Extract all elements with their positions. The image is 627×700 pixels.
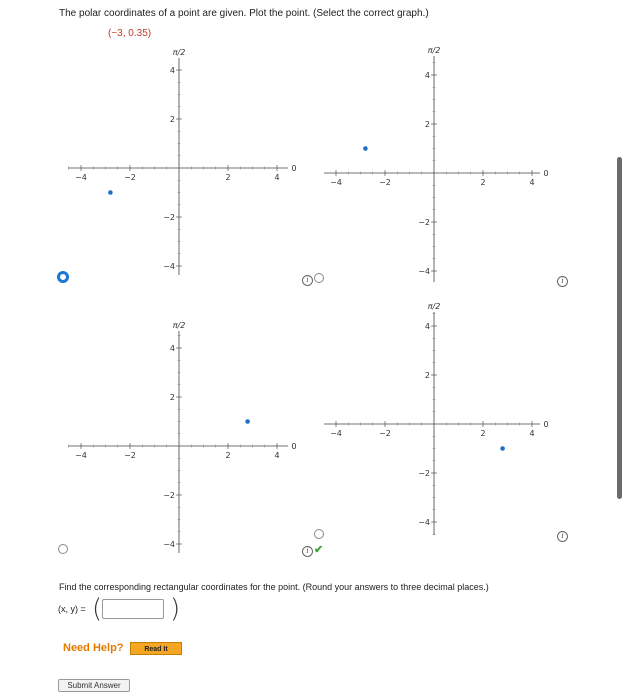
info-icon[interactable]: i xyxy=(302,546,313,557)
y-tick-label: −4 xyxy=(418,518,430,527)
answer-input[interactable] xyxy=(102,599,164,619)
zero-angle-label: 0 xyxy=(543,420,549,429)
x-tick-label: −2 xyxy=(124,173,136,182)
y-tick-label: 2 xyxy=(424,371,430,380)
radio-option-4[interactable] xyxy=(314,529,324,539)
followup-prompt: Find the corresponding rectangular coordinates for the point. (Round your answers to three decimal places.) xyxy=(59,582,489,592)
y-tick-label: 4 xyxy=(169,66,175,75)
y-tick-label: 2 xyxy=(169,115,175,124)
x-tick-label: 2 xyxy=(480,178,486,187)
x-tick-label: −4 xyxy=(330,429,342,438)
info-icon[interactable]: i xyxy=(557,276,568,287)
scrollbar-thumb[interactable] xyxy=(617,157,622,499)
zero-angle-label: 0 xyxy=(291,442,297,451)
y-tick-label: 4 xyxy=(169,344,175,353)
x-tick-label: −4 xyxy=(330,178,342,187)
pi-half-label: π/2 xyxy=(172,48,186,57)
x-tick-label: 2 xyxy=(225,173,231,182)
x-tick-label: 4 xyxy=(274,173,280,182)
pi-half-label: π/2 xyxy=(427,46,441,55)
x-tick-label: 4 xyxy=(529,429,535,438)
y-tick-label: −2 xyxy=(163,491,175,500)
submit-answer-button[interactable]: Submit Answer xyxy=(58,679,130,692)
y-tick-label: −2 xyxy=(418,469,430,478)
zero-angle-label: 0 xyxy=(543,169,549,178)
open-paren: ( xyxy=(92,594,103,624)
need-help-label: Need Help? xyxy=(63,642,124,654)
y-tick-label: 4 xyxy=(424,322,430,331)
x-tick-label: −2 xyxy=(379,429,391,438)
y-tick-label: −4 xyxy=(163,540,175,549)
x-tick-label: −4 xyxy=(75,173,87,182)
pi-half-label: π/2 xyxy=(427,302,441,311)
info-icon[interactable]: i xyxy=(302,275,313,286)
xy-label: (x, y) = xyxy=(58,604,86,614)
radio-option-3[interactable] xyxy=(58,544,68,554)
radio-option-1[interactable] xyxy=(57,271,69,283)
x-tick-label: 2 xyxy=(480,429,486,438)
x-tick-label: 4 xyxy=(274,451,280,460)
x-tick-label: 2 xyxy=(225,451,231,460)
x-tick-label: −4 xyxy=(75,451,87,460)
y-tick-label: −4 xyxy=(163,262,175,271)
x-tick-label: −2 xyxy=(379,178,391,187)
y-tick-label: −2 xyxy=(163,213,175,222)
data-point xyxy=(500,446,505,451)
question-prompt: The polar coordinates of a point are given. Plot the point. (Select the correct graph.) xyxy=(59,8,429,19)
close-paren: ) xyxy=(170,594,181,624)
y-tick-label: −4 xyxy=(418,267,430,276)
info-icon[interactable]: i xyxy=(557,531,568,542)
x-tick-label: −2 xyxy=(124,451,136,460)
x-tick-label: 4 xyxy=(529,178,535,187)
y-tick-label: 2 xyxy=(424,120,430,129)
y-tick-label: 4 xyxy=(424,71,430,80)
zero-angle-label: 0 xyxy=(291,164,297,173)
given-polar-point: (−3, 0.35) xyxy=(108,28,152,39)
radio-option-2[interactable] xyxy=(314,273,324,283)
pi-half-label: π/2 xyxy=(172,321,186,330)
read-it-button[interactable]: Read It xyxy=(130,642,182,655)
y-tick-label: −2 xyxy=(418,218,430,227)
correct-check-icon: ✔ xyxy=(314,544,324,556)
y-tick-label: 2 xyxy=(169,393,175,402)
